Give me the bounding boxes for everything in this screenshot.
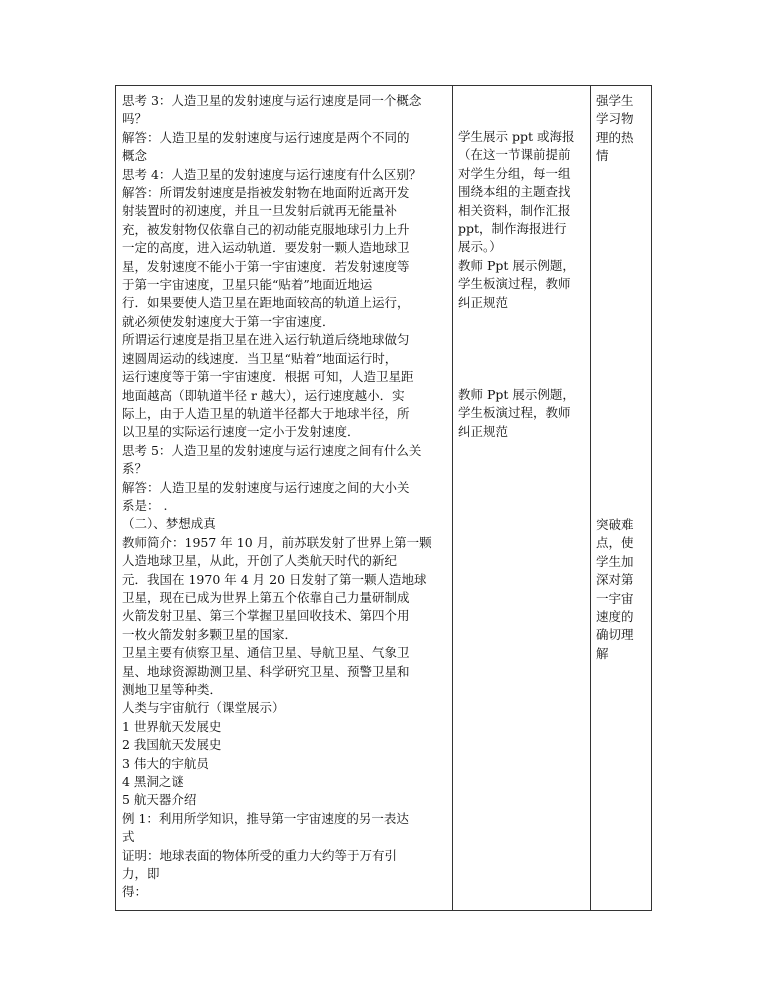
text-line: 思考 3：人造卫星的发射速度与运行速度是同一个概念 — [122, 93, 422, 108]
text-line: 学生板演过程，教师 — [458, 405, 571, 421]
text-line: 一定的高度，进入运动轨道．要发射一颗人造地球卫 — [122, 240, 410, 256]
text-line: 学生板演过程，教师 — [458, 276, 571, 292]
text-line: 元．我国在 1970 年 4 月 20 日发射了第一颗人造地球 — [122, 571, 427, 587]
text-line: 力，即 — [122, 866, 160, 882]
purpose-block-2 — [596, 516, 634, 663]
text-line: 吗？ — [122, 111, 148, 127]
text-line: 解答：所谓发射速度是指被发射物在地面附近离开发 — [122, 185, 410, 201]
text-line: 以卫星的实际运行速度一定小于发射速度． — [122, 424, 360, 440]
text-line: 充，被发射物仅依靠自己的初动能克服地球引力上升 — [122, 221, 410, 237]
text-line: 得： — [122, 884, 148, 900]
text-line: 解答：人造卫星的发射速度与运行速度是两个不同的 — [122, 129, 410, 145]
text-line: 行．如果要使人造卫星在距地面较高的轨道上运行， — [122, 295, 410, 311]
text-line: 深对第 — [596, 572, 634, 588]
content-column — [122, 92, 452, 902]
text-line: 教师 Ppt 展示例题， — [458, 257, 575, 273]
text-line: 于第一宇宙速度，卫星只能“贴着”地面近地运 — [122, 277, 373, 293]
activity-block-1 — [458, 128, 575, 312]
text-line: 运行速度等于第一宇宙速度．根据 可知，人造卫星距 — [122, 369, 414, 385]
text-line: 就必须使发射速度大于第一宇宙速度． — [122, 313, 335, 329]
text-line: 情 — [596, 148, 609, 164]
text-line: 展示。） — [458, 239, 502, 255]
text-line: 围绕本组的主题查找 — [458, 184, 571, 200]
text-line: 人类与宇宙航行（课堂展示） — [122, 700, 285, 716]
text-line: 对学生分组，每一组 — [458, 165, 571, 181]
text-line: 学生加 — [596, 553, 634, 569]
text-line: 解答：人造卫星的发射速度与运行速度之间的大小关 — [122, 479, 410, 495]
text-line: 突破难 — [596, 517, 634, 532]
text-line: 一宇宙 — [596, 590, 634, 606]
text-line: 思考 4：人造卫星的发射速度与运行速度有什么区别？ — [122, 166, 422, 182]
lesson-table — [115, 85, 652, 911]
column-divider-2 — [590, 86, 591, 910]
text-line: 测地卫星等种类． — [122, 682, 223, 697]
activity-block-2 — [458, 386, 575, 441]
text-line: 星、地球资源勘测卫星、科学研究卫星、预警卫星和 — [122, 663, 410, 679]
text-line: 思考 5：人造卫星的发射速度与运行速度之间有什么关 — [122, 442, 422, 458]
text-line: （二）、梦想成真 — [122, 516, 216, 532]
text-line: 纠正规范 — [458, 294, 509, 310]
text-line: 人造地球卫星，从此，开创了人类航天时代的新纪 — [122, 553, 398, 569]
text-line: 解 — [596, 645, 609, 661]
column-divider-1 — [452, 86, 453, 910]
text-line: 学习物 — [596, 111, 634, 127]
text-line: 点，使 — [596, 535, 634, 551]
text-line: 学生展示 ppt 或海报 — [458, 129, 575, 144]
text-line: 速度的 — [596, 609, 634, 625]
text-line: 系？ — [122, 461, 148, 477]
text-line: （在这一节课前提前 — [458, 147, 571, 163]
text-line: ppt，制作海报进行 — [458, 221, 567, 237]
text-line: 1 世界航天发展史 — [122, 718, 222, 734]
text-line: 证明：地球表面的物体所受的重力大约等于万有引 — [122, 847, 398, 863]
text-line: 理的热 — [596, 129, 634, 145]
text-line: 教师简介：1957 年 10 月，前苏联发射了世界上第一颗 — [122, 534, 432, 550]
text-line: 所谓运行速度是指卫星在进入运行轨道后绕地球做匀 — [122, 332, 410, 348]
text-line: 概念 — [122, 148, 148, 164]
text-line: 式 — [122, 829, 135, 845]
text-line: 一枚火箭发射多颗卫星的国家． — [122, 626, 298, 642]
text-line: 强学生 — [596, 93, 634, 108]
text-line: 确切理 — [596, 627, 634, 643]
text-line: 系是： . — [122, 497, 168, 513]
text-line: 速圆周运动的线速度．当卫星“贴着”地面运行时， — [122, 350, 398, 366]
text-line: 2 我国航天发展史 — [122, 737, 222, 753]
text-line: 地面越高（即轨道半径 r 越大），运行速度越小．实 — [122, 387, 405, 403]
text-line: 射装置时的初速度，并且一旦发射后就再无能量补 — [122, 203, 398, 219]
text-line: 卫星，现在已成为世界上第五个依靠自己力量研制成 — [122, 589, 410, 605]
text-line: 星，发射速度不能小于第一宇宙速度．若发射速度等 — [122, 258, 410, 274]
text-line: 纠正规范 — [458, 423, 509, 439]
text-line: 教师 Ppt 展示例题， — [458, 387, 575, 402]
text-line: 际上，由于人造卫星的轨道半径都大于地球半径，所 — [122, 405, 410, 421]
text-line: 例 1：利用所学知识，推导第一宇宙速度的另一表达 — [122, 810, 409, 826]
text-line: 3 伟大的宇航员 — [122, 755, 209, 771]
text-line: 卫星主要有侦察卫星、通信卫星、导航卫星、气象卫 — [122, 645, 410, 661]
text-line: 5 航天器介绍 — [122, 792, 197, 808]
text-line: 火箭发射卫星、第三个掌握卫星回收技术、第四个用 — [122, 608, 410, 624]
purpose-block-1 — [596, 92, 634, 166]
text-line: 4 黑洞之谜 — [122, 774, 184, 790]
text-line: 相关资料，制作汇报 — [458, 202, 571, 218]
